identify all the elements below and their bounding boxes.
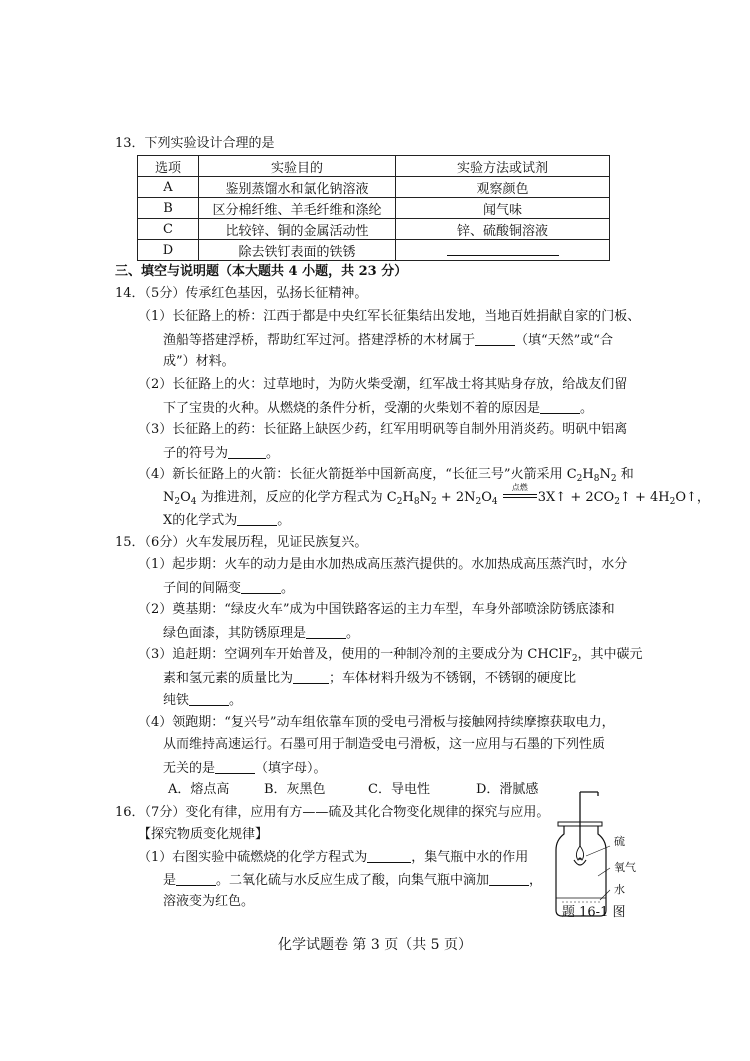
text: 。 (229, 693, 243, 708)
q15-p2: （2）奠基期：“绿皮火车”成为中国铁路客运的主力车型，车身外部喷涂防锈底漆和 (138, 602, 615, 617)
table-header-row (138, 156, 610, 177)
q14-p3: （3）长征路上的药：长征路上缺医少药，红军用明矾等自制外用消炎药。明矾中铝离 (138, 422, 628, 437)
text: 。二氧化硫与水反应生成了酸，向集气瓶中滴加 (216, 873, 490, 888)
table-cell: 鉴别蒸馏水和氯化钠溶液 (199, 177, 396, 198)
q14-p1-line2 (163, 332, 613, 349)
table-cell: 区分棉纤维、羊毛纤维和涤纶 (199, 198, 396, 219)
table-cell: B (138, 198, 199, 219)
table-cell: 观察颜色 (396, 177, 610, 198)
table-header-cell: 实验目的 (199, 156, 396, 177)
figure-label-oxygen: 氧气 (614, 861, 636, 874)
text: 。 (580, 401, 594, 416)
text: 绿色面漆，其防锈原理是 (163, 626, 307, 641)
q15-p3: （3）追赶期：空调列车开始普及，使用的一种制冷剂的主要成分为 CHClF$_2$，其中碳元 (138, 647, 643, 664)
text: 下了宝贵的火种。从燃烧的条件分析，受潮的火柴划不着的原因是 (163, 401, 541, 416)
text: （4）新长征路上的火箭：长征火箭挺举中国新高度，“长征三号”火箭采用 C (138, 467, 577, 482)
table-header-cell: 选项 (138, 156, 199, 177)
text: （填字母）。 (255, 761, 327, 776)
answer-blank (475, 332, 515, 346)
q15-p1-line2 (163, 580, 294, 597)
section-title: 三、填空与说明题（本大题共 4 小题，共 23 分） (115, 264, 408, 279)
q16-p1-line3: 溶液变为红色。 (163, 894, 255, 909)
q15-p3-line3 (163, 692, 242, 709)
text: ，其中碳元 (577, 647, 643, 662)
answer-blank (367, 849, 411, 863)
answer-blank (215, 760, 255, 774)
option-d: D．滑腻感 (476, 782, 539, 797)
text: （3）追赶期：空调列车开始普及，使用的一种制冷剂的主要成分为 CHClF (138, 647, 572, 662)
q14-p2: （2）长征路上的火：过草地时，为防火柴受潮，红军战士将其贴身存放，给战友们留 (138, 377, 628, 392)
table-row (138, 177, 610, 198)
q14-p3-line2 (163, 445, 279, 462)
text: 为推进剂，反应的化学方程式为 C (200, 490, 397, 505)
text: 渔船等搭建浮桥，帮助红军过河。搭建浮桥的木材属于 (163, 333, 476, 348)
q15-p4-line2: 从而维持高速运行。石墨可用于制造受电弓滑板，这一应用与石墨的下列性质 (163, 737, 606, 752)
q15-p3-line2 (163, 670, 576, 687)
text: X的化学式为 (163, 513, 238, 528)
answer-blank (489, 872, 529, 886)
text: 子的符号为 (163, 446, 229, 461)
answer-blank (176, 872, 216, 886)
option-c: C．导电性 (368, 782, 430, 797)
q16-stem: 16．（7分）变化有律，应用有方——硫及其化合物变化规律的探究与应用。 (115, 805, 550, 820)
q14-p1-line3: 成”）材料。 (163, 354, 235, 369)
table-row (138, 198, 610, 219)
table-cell (396, 240, 610, 261)
q14-p2-line2 (163, 400, 593, 417)
table-cell: 闻气味 (396, 198, 610, 219)
reaction-arrow (502, 483, 538, 506)
q13-stem: 13．下列实验设计合理的是 (115, 136, 275, 151)
option-a: A．熔点高 (168, 782, 230, 797)
text: 。 (266, 446, 280, 461)
q15-p4: （4）领跑期：“复兴号”动车组依靠车顶的受电弓滑板与接触网持续摩擦获取电力， (138, 715, 615, 730)
table-header-cell: 实验方法或试剂 (396, 156, 610, 177)
text: 。 (346, 626, 360, 641)
q14-p4: （4）新长征路上的火箭：长征火箭挺举中国新高度，“长征三号”火箭采用 $C_2H_8N_2$ 和 (138, 467, 634, 484)
table-cell: 除去铁钉表面的铁锈 (199, 240, 396, 261)
answer-blank (447, 242, 559, 256)
option-b: B．灰黑色 (264, 782, 326, 797)
answer-blank (306, 625, 346, 639)
answer-blank (237, 512, 277, 526)
reaction-condition: 点燃 (511, 483, 528, 492)
table-cell: 锌、硫酸铜溶液 (396, 219, 610, 240)
q13-table (137, 155, 610, 261)
text: 。 (277, 513, 291, 528)
text: ，集气瓶中水的作用 (411, 850, 529, 865)
text: （1）右图实验中硫燃烧的化学方程式为 (138, 850, 368, 865)
q14-p4-line3 (163, 512, 290, 529)
figure-label-water: 水 (614, 883, 625, 896)
q16-p1-line2 (163, 872, 542, 889)
q15-p4-line3 (163, 760, 327, 777)
table-row (138, 219, 610, 240)
q15-stem: 15．（6分）火车发展历程，见证民族复兴。 (115, 535, 368, 550)
figure-label-sulfur: 硫 (614, 835, 625, 848)
text: ， (529, 873, 543, 888)
text: 素和氢元素的质量比为 (163, 671, 294, 686)
text: 纯铁 (163, 693, 190, 708)
figure-caption: 题 16-1 图 (562, 905, 626, 920)
q14-p1: （1）长征路上的桥：江西于都是中央红军长征集结出发地，当地百姓捐献自家的门板、 (138, 309, 641, 324)
q16-subtitle: 【探究物质变化规律】 (138, 827, 269, 842)
answer-blank (241, 580, 281, 594)
text: 子间的间隔变 (163, 581, 242, 596)
table-cell: 比较锌、铜的金属活动性 (199, 219, 396, 240)
answer-blank (189, 692, 229, 706)
text: 无关的是 (163, 761, 216, 776)
q14-p4-equation: $N_2O_4$ 为推进剂，反应的化学方程式为 $C_2H_8N_2 + 2N_2O_4$ 点燃 3X↑ + $2CO_2↑$ + $4H_2O↑$， (163, 490, 710, 506)
answer-blank (228, 445, 266, 459)
text: ；车体材料升级为不锈钢，不锈钢的硬度比 (329, 671, 577, 686)
table-row (138, 240, 610, 261)
table-cell: A (138, 177, 199, 198)
q14-stem: 14．（5分）传承红色基因，弘扬长征精神。 (115, 286, 368, 301)
text: 和 (620, 467, 634, 482)
text: 。 (281, 581, 295, 596)
answer-blank (540, 400, 580, 414)
table-cell: D (138, 240, 199, 261)
page-footer: 化学试题卷 第 3 页（共 5 页） (277, 937, 473, 953)
answer-blank (293, 670, 329, 684)
q15-p2-line2 (163, 625, 359, 642)
text: 是 (163, 873, 177, 888)
q16-p1 (138, 849, 528, 866)
table-cell: C (138, 219, 199, 240)
text: （填“天然”或“合 (515, 333, 613, 348)
q15-p1: （1）起步期：火车的动力是由水加热成高压蒸汽提供的。水加热成高压蒸汽时，水分 (138, 557, 628, 572)
